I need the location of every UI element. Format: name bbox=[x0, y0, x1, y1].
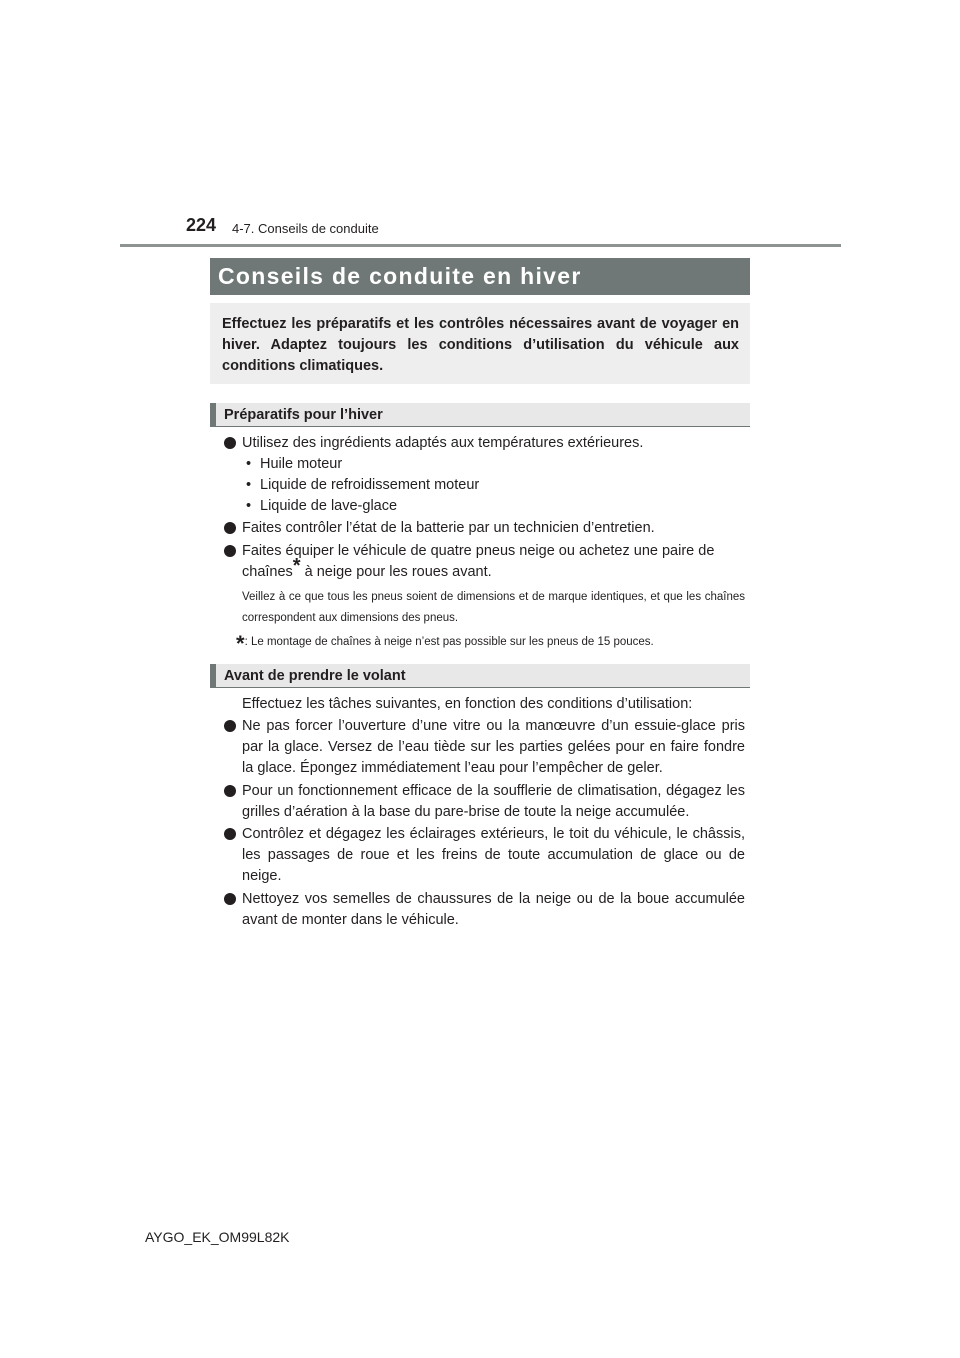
list-item-text: Faites contrôler l’état de la batterie par un technicien d’entretien. bbox=[242, 520, 655, 536]
list-item bbox=[222, 541, 745, 583]
bullet-icon bbox=[224, 720, 236, 732]
list-item bbox=[222, 716, 745, 779]
list-item bbox=[222, 781, 745, 823]
footer-document-code: AYGO_EK_OM99L82K bbox=[145, 1229, 290, 1245]
sub-bullet: • bbox=[246, 498, 252, 514]
list-item-text: Ne pas forcer l’ouverture d’une vitre ou la manœuvre d’un essuie-glace pris par la glace. Versez de l’eau tiède sur les parties gelées pour en faire fondre la glace. Épongez immédiatement l’eau pour l’empêcher de geler. bbox=[242, 718, 745, 776]
list-item-text: Pour un fonctionnement efficace de la soufflerie de climatisation, dégagez les grilles d’aération à la base du pare-brise de toute la neige accumulée. bbox=[242, 783, 745, 820]
list-item-text bbox=[242, 541, 745, 583]
list-item-text-line1: Faites équiper le véhicule de quatre pneus neige ou achetez une paire de bbox=[242, 543, 715, 559]
sub-list-item-text: Liquide de refroidissement moteur bbox=[260, 477, 480, 493]
list-item-text: Contrôlez et dégagez les éclairages extérieurs, le toit du véhicule, le châssis, les passages de roue et les freins de toute accumulation de glace ou de neige. bbox=[242, 826, 745, 884]
page-number: 224 bbox=[186, 215, 217, 235]
footnote-text: : Le montage de chaînes à neige n’est pas possible sur les pneus de 15 pouces. bbox=[244, 636, 654, 648]
sub-bullet: • bbox=[246, 477, 252, 493]
list-item bbox=[222, 433, 745, 454]
sub-list-item-text: Huile moteur bbox=[260, 456, 343, 472]
bullet-icon bbox=[224, 522, 236, 534]
sub-list-item bbox=[246, 475, 479, 496]
section-reference: 4-7. Conseils de conduite bbox=[232, 221, 379, 236]
bullet-icon bbox=[224, 545, 236, 557]
header-rule bbox=[120, 244, 841, 247]
section-heading-before-driving: Avant de prendre le volant bbox=[210, 664, 750, 688]
sub-list-item bbox=[246, 454, 342, 475]
bullet-icon bbox=[224, 785, 236, 797]
bullet-icon bbox=[224, 828, 236, 840]
sub-list-item bbox=[246, 496, 397, 517]
intro-text: Effectuez les préparatifs et les contrôles nécessaires avant de voyager en hiver. Adaptez toujours les conditions d’utilisation du véhicule aux conditions climatiques. bbox=[222, 316, 739, 374]
list-item-text-line2-end: à neige pour les roues avant. bbox=[300, 564, 492, 580]
intro-box bbox=[210, 303, 750, 384]
list-item-text: Utilisez des ingrédients adaptés aux températures extérieures. bbox=[242, 435, 644, 451]
list-item-text-line2-start: chaînes bbox=[242, 564, 293, 580]
sub-list-item-text: Liquide de lave-glace bbox=[260, 498, 398, 514]
asterisk-marker: * bbox=[292, 555, 301, 577]
section-lead-text: Effectuez les tâches suivantes, en fonction des conditions d’utilisation: bbox=[242, 696, 693, 712]
list-item-text: Nettoyez vos semelles de chaussures de la neige ou de la boue accumulée avant de monter dans le véhicule. bbox=[242, 891, 745, 928]
bullet-icon bbox=[224, 893, 236, 905]
list-item bbox=[222, 824, 745, 887]
section-heading-winter-prep: Préparatifs pour l’hiver bbox=[210, 403, 750, 427]
list-item bbox=[222, 518, 745, 539]
asterisk-marker: * bbox=[236, 631, 245, 656]
bullet-icon bbox=[224, 437, 236, 449]
sub-bullet: • bbox=[246, 456, 252, 472]
page-title: Conseils de conduite en hiver bbox=[210, 258, 750, 295]
footnote bbox=[236, 631, 654, 656]
list-item bbox=[222, 889, 745, 931]
note-text: Veillez à ce que tous les pneus soient de dimensions et de marque identiques, et que les chaînes correspondent aux dimensions des pneus. bbox=[242, 591, 745, 624]
